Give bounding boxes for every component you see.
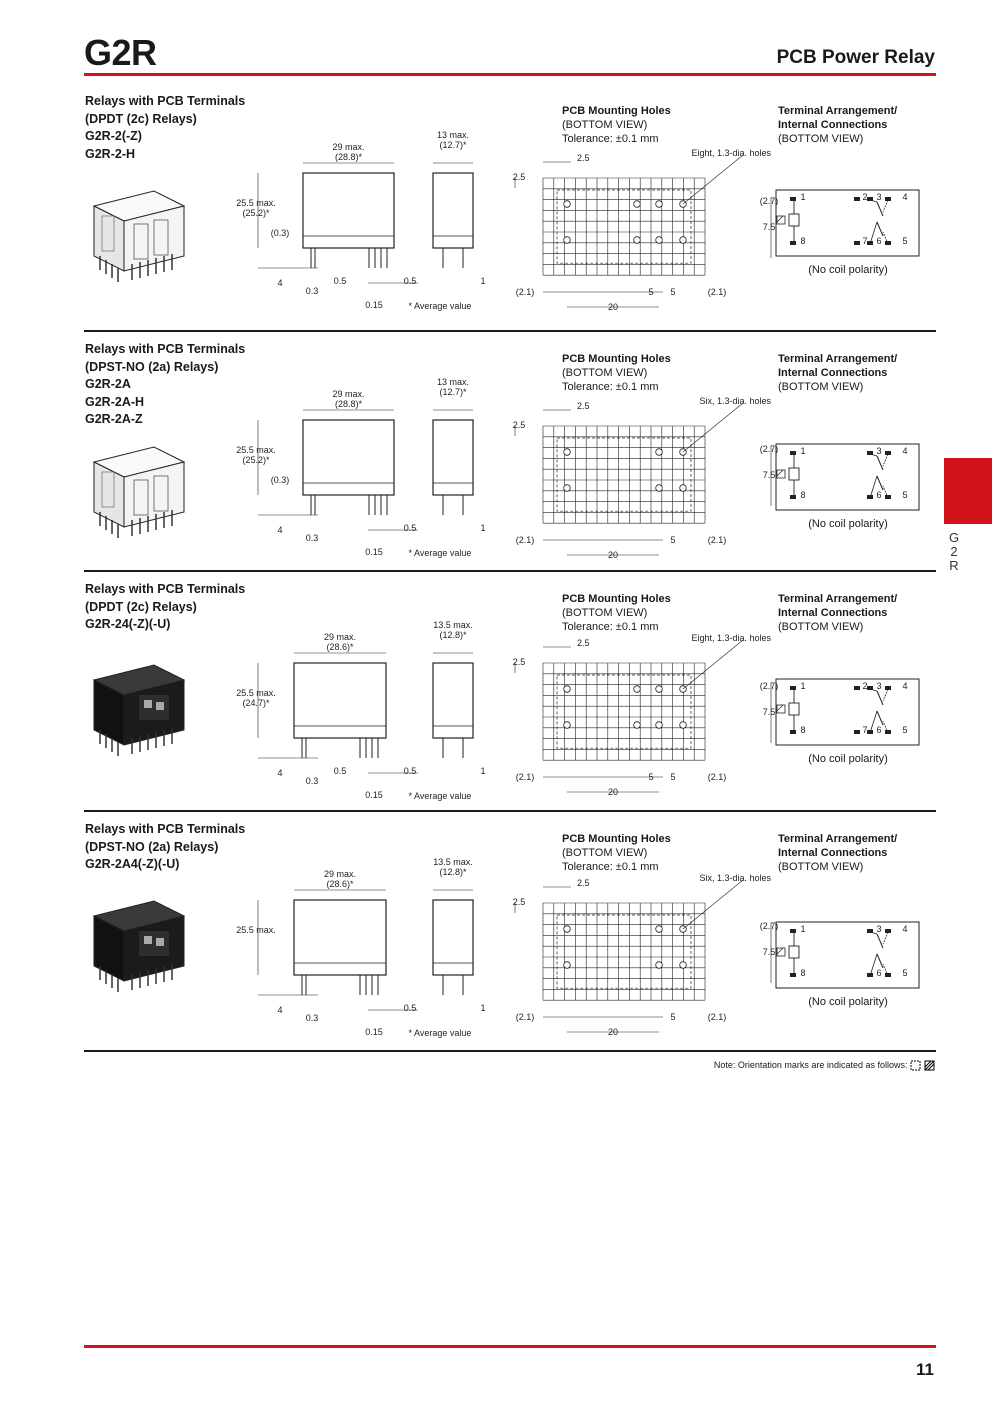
mounting-hole — [656, 485, 663, 492]
mounting-hole — [634, 201, 641, 208]
contact-switch-icon — [877, 476, 883, 490]
model-name: G2R-2A — [85, 377, 131, 391]
edge-offset-label: (2.7) — [759, 681, 779, 691]
height-label: 25.5 max. — [236, 198, 276, 208]
model-name: G2R-2A-Z — [85, 412, 143, 426]
terminal-number: 5 — [902, 490, 908, 500]
terminal-number: 3 — [876, 924, 882, 934]
terminal-number: 8 — [800, 968, 806, 978]
section-divider — [84, 1050, 936, 1052]
tolerance-label: Tolerance: ±0.1 mm — [562, 133, 659, 145]
height-label: 25.5 max. — [236, 925, 276, 935]
pin-gap-label: 0.5 — [333, 276, 347, 286]
terminal-number: 3 — [876, 192, 882, 202]
model-name: (DPDT (2c) Relays) — [85, 599, 197, 614]
pin-gap-label: 0.5 — [403, 1003, 417, 1013]
side-tab-letter: R — [949, 558, 959, 573]
pin-offset-label: (0.3) — [270, 228, 290, 238]
depth-label: 13 max. — [436, 130, 470, 140]
depth-label: 13 max. — [436, 377, 470, 387]
height-average: (25.2)* — [242, 208, 270, 218]
no-coil-polarity-label: (No coil polarity) — [808, 518, 888, 530]
bottom-view-label: (BOTTOM VIEW) — [562, 847, 648, 859]
contact-switch-icon — [877, 711, 883, 725]
pcb-hole-grid — [505, 633, 779, 810]
side-pin-label: 1 — [480, 766, 486, 776]
row-spacing-label: 7.5 — [762, 222, 776, 232]
pin-gap-label: 0.5 — [333, 766, 347, 776]
terminal-number: 5 — [902, 725, 908, 735]
bottom-view-label: (BOTTOM VIEW) — [778, 621, 864, 633]
pin-width-label: 0.3 — [305, 776, 319, 786]
page-subtitle: PCB Power Relay — [776, 47, 935, 68]
pitch-label: 5 — [670, 535, 676, 545]
pcb-title: PCB Mounting Holes — [562, 593, 671, 605]
bottom-view-label: (BOTTOM VIEW) — [562, 119, 648, 131]
terminal-number: 7 — [862, 725, 868, 735]
pitch-label: 2.5 — [577, 401, 590, 411]
height-label: 25.5 max. — [236, 445, 276, 455]
hole-count-label: Six, 1.3-dia. holes — [699, 873, 771, 883]
pin-tolerance-label: 0.15 — [365, 1027, 383, 1037]
edge-offset-label: (2.1) — [707, 535, 727, 545]
terminal-arrangement-title — [778, 592, 897, 634]
edge-offset-label: (2.1) — [515, 535, 535, 545]
mounting-hole — [564, 722, 571, 729]
average-value-note: * Average value — [408, 791, 472, 801]
pin-length-label: 4 — [277, 278, 283, 288]
terminal-number: 6 — [876, 236, 882, 246]
pcb-mounting-title — [562, 832, 671, 874]
terminal-arrangement-diagram — [762, 186, 925, 266]
terminal-number: 1 — [800, 192, 806, 202]
hole-count-label: Eight, 1.3-dia. holes — [691, 633, 771, 643]
edge-offset-label: (2.7) — [759, 921, 779, 931]
row-spacing-label: 7.5 — [762, 947, 776, 957]
section-heading-line: Relays with PCB Terminals — [85, 822, 246, 836]
model-name: (DPST-NO (2a) Relays) — [85, 839, 219, 854]
no-coil-polarity-label: (No coil polarity) — [808, 264, 888, 276]
section-heading — [85, 581, 245, 634]
edge-offset-label: (2.1) — [707, 772, 727, 782]
terminal-title-line: Internal Connections — [778, 367, 888, 379]
terminal-arrangement-diagram — [762, 675, 925, 755]
edge-offset-label: (2.7) — [759, 196, 779, 206]
mounting-hole — [680, 722, 687, 729]
model-name: G2R-2A-H — [85, 394, 145, 409]
contact-switch-icon — [877, 456, 883, 470]
terminal-title-line: Internal Connections — [778, 847, 888, 859]
edge-offset-label: (2.1) — [515, 1012, 535, 1022]
tolerance-label: Tolerance: ±0.1 mm — [562, 381, 659, 393]
pitch-label: 2.5 — [577, 638, 590, 648]
pin-width-label: 0.3 — [305, 1013, 319, 1023]
section-heading — [85, 821, 245, 874]
pitch-label: 5 — [670, 1012, 676, 1022]
terminal-number: 8 — [800, 490, 806, 500]
pin-length-label: 4 — [277, 768, 283, 778]
model-name: G2R-2A4(-Z)(-U) — [85, 857, 180, 871]
pin-gap-label: 0.5 — [403, 276, 417, 286]
terminal-number: 6 — [876, 725, 882, 735]
pitch-label: 2.5 — [512, 420, 526, 430]
contact-switch-icon — [877, 202, 883, 216]
mounting-hole — [656, 722, 663, 729]
dimension-drawing — [228, 375, 490, 575]
pitch-label: 5 — [648, 772, 654, 782]
pcb-title: PCB Mounting Holes — [562, 833, 671, 845]
orientation-note-text: Note: Orientation marks are indicated as follows: — [713, 1060, 908, 1070]
terminal-number: 8 — [800, 725, 806, 735]
span-label: 20 — [607, 787, 619, 797]
mounting-hole — [656, 686, 663, 693]
contact-switch-icon — [877, 222, 883, 236]
pin-tolerance-label: 0.15 — [365, 790, 383, 800]
pin-length-label: 4 — [277, 525, 283, 535]
mounting-hole — [656, 926, 663, 933]
dimension-drawing — [228, 618, 490, 818]
depth-average: (12.8)* — [439, 630, 467, 640]
tolerance-label: Tolerance: ±0.1 mm — [562, 861, 659, 873]
terminal-title-line: Internal Connections — [778, 119, 888, 131]
height-average: (25.2)* — [242, 455, 270, 465]
terminal-number: 7 — [862, 236, 868, 246]
terminal-number: 5 — [902, 968, 908, 978]
terminal-number: 3 — [876, 681, 882, 691]
tolerance-label: Tolerance: ±0.1 mm — [562, 621, 659, 633]
terminal-number: 5 — [902, 236, 908, 246]
terminal-title-line: Terminal Arrangement/ — [778, 353, 898, 365]
width-average: (28.8)* — [334, 152, 363, 162]
pin-tolerance-label: 0.15 — [365, 300, 383, 310]
pcb-mounting-title — [562, 592, 671, 634]
side-pin-label: 1 — [480, 1003, 486, 1013]
terminal-number: 6 — [876, 968, 882, 978]
depth-average: (12.7)* — [439, 140, 467, 150]
pin-offset-label: (0.3) — [270, 475, 290, 485]
edge-offset-label: (2.1) — [515, 287, 535, 297]
pcb-mounting-title — [562, 104, 671, 146]
bottom-view-label: (BOTTOM VIEW) — [562, 367, 648, 379]
pin-gap-label: 0.5 — [403, 523, 417, 533]
average-value-note: * Average value — [408, 548, 472, 558]
no-coil-polarity-label: (No coil polarity) — [808, 996, 888, 1008]
terminal-arrangement-title — [778, 832, 897, 874]
mounting-hole — [564, 449, 571, 456]
span-label: 20 — [607, 1027, 619, 1037]
mounting-hole — [564, 237, 571, 244]
terminal-number: 4 — [902, 681, 908, 691]
mounting-hole — [680, 237, 687, 244]
terminal-number: 2 — [862, 681, 868, 691]
mounting-hole — [656, 962, 663, 969]
pitch-label: 2.5 — [577, 878, 590, 888]
section-divider — [84, 810, 936, 812]
contact-switch-icon — [877, 954, 883, 968]
dimension-drawing — [228, 855, 490, 1055]
edge-offset-label: (2.1) — [707, 287, 727, 297]
mounting-hole — [656, 237, 663, 244]
width-label: 29 max. — [332, 389, 365, 399]
terminal-title-line: Terminal Arrangement/ — [778, 593, 898, 605]
model-name: (DPDT (2c) Relays) — [85, 111, 197, 126]
terminal-number: 6 — [876, 490, 882, 500]
coil-icon — [789, 468, 799, 480]
contact-switch-icon — [877, 934, 883, 948]
section-heading — [85, 93, 245, 163]
pcb-hole-grid — [505, 396, 779, 573]
bottom-view-label: (BOTTOM VIEW) — [562, 607, 648, 619]
terminal-arrangement-diagram — [762, 918, 925, 998]
terminal-number: 4 — [902, 192, 908, 202]
edge-offset-label: (2.1) — [515, 772, 535, 782]
hole-count-label: Eight, 1.3-dia. holes — [691, 148, 771, 158]
mounting-hole — [564, 686, 571, 693]
bottom-view-label: (BOTTOM VIEW) — [778, 133, 864, 145]
pin-width-label: 0.3 — [305, 533, 319, 543]
section-divider — [84, 330, 936, 332]
width-label: 29 max. — [323, 869, 357, 879]
terminal-number: 3 — [876, 446, 882, 456]
section-heading-line: Relays with PCB Terminals — [85, 342, 246, 356]
relay-photo — [84, 886, 194, 996]
pin-length-label: 4 — [277, 1005, 283, 1015]
relay-photo — [84, 176, 194, 286]
page-title: G2R — [84, 32, 157, 73]
pitch-label: 2.5 — [577, 153, 590, 163]
no-coil-polarity-label: (No coil polarity) — [808, 753, 888, 765]
height-average: (24.7)* — [242, 698, 270, 708]
terminal-number: 1 — [800, 924, 806, 934]
depth-label: 13.5 max. — [433, 620, 473, 630]
bottom-view-label: (BOTTOM VIEW) — [778, 381, 864, 393]
terminal-number: 4 — [902, 446, 908, 456]
terminal-number: 1 — [800, 446, 806, 456]
section-heading-line: Relays with PCB Terminals — [85, 94, 246, 108]
terminal-title-line: Terminal Arrangement/ — [778, 105, 898, 117]
width-label: 29 max. — [332, 142, 365, 152]
side-tab-letter: G — [948, 530, 960, 545]
terminal-arrangement-title — [778, 352, 897, 394]
average-value-note: * Average value — [408, 301, 472, 311]
width-average: (28.6)* — [326, 642, 354, 652]
coil-icon — [789, 703, 799, 715]
pin-tolerance-label: 0.15 — [365, 547, 383, 557]
width-label: 29 max. — [323, 632, 357, 642]
span-label: 20 — [607, 302, 619, 312]
pcb-hole-grid — [505, 148, 779, 325]
depth-average: (12.7)* — [439, 387, 467, 397]
orientation-mark-icon — [910, 1060, 936, 1071]
mounting-hole — [634, 237, 641, 244]
coil-icon — [789, 946, 799, 958]
dimension-drawing — [228, 128, 490, 328]
pin-gap-label: 0.5 — [403, 766, 417, 776]
terminal-number: 2 — [862, 192, 868, 202]
mounting-hole — [634, 722, 641, 729]
mounting-hole — [656, 449, 663, 456]
header-rule — [84, 73, 936, 76]
terminal-number: 8 — [800, 236, 806, 246]
terminal-number: 1 — [800, 681, 806, 691]
terminal-title-line: Internal Connections — [778, 607, 888, 619]
pcb-title: PCB Mounting Holes — [562, 353, 671, 365]
pitch-label: 2.5 — [512, 897, 526, 907]
mounting-hole — [564, 485, 571, 492]
section-heading-line: Relays with PCB Terminals — [85, 582, 246, 596]
model-name: (DPST-NO (2a) Relays) — [85, 359, 219, 374]
pitch-label: 5 — [670, 772, 676, 782]
row-spacing-label: 7.5 — [762, 707, 776, 717]
width-average: (28.6)* — [326, 879, 354, 889]
mounting-hole — [680, 962, 687, 969]
average-value-note: * Average value — [408, 1028, 472, 1038]
contact-switch-icon — [877, 691, 883, 705]
side-tab-letter: 2 — [950, 544, 958, 559]
mounting-hole — [564, 962, 571, 969]
model-name: G2R-2-H — [85, 146, 136, 161]
span-label: 20 — [607, 550, 619, 560]
bottom-view-label: (BOTTOM VIEW) — [778, 861, 864, 873]
coil-icon — [789, 214, 799, 226]
page-number: 11 — [916, 1360, 934, 1379]
footer-rule — [84, 1345, 936, 1348]
orientation-note — [714, 1060, 936, 1071]
pcb-mounting-title — [562, 352, 671, 394]
depth-label: 13.5 max. — [433, 857, 473, 867]
height-label: 25.5 max. — [236, 688, 276, 698]
pitch-label: 2.5 — [512, 172, 526, 182]
pin-width-label: 0.3 — [305, 286, 319, 296]
mounting-hole — [656, 201, 663, 208]
mounting-hole — [564, 201, 571, 208]
pitch-label: 5 — [670, 287, 676, 297]
pcb-hole-grid — [505, 873, 779, 1050]
pitch-label: 5 — [648, 287, 654, 297]
mounting-hole — [680, 485, 687, 492]
model-name: G2R-24(-Z)(-U) — [85, 617, 171, 631]
relay-photo — [84, 650, 194, 760]
edge-offset-label: (2.7) — [759, 444, 779, 454]
mounting-hole — [634, 686, 641, 693]
relay-photo — [84, 432, 194, 542]
terminal-arrangement-diagram — [762, 440, 925, 520]
row-spacing-label: 7.5 — [762, 470, 776, 480]
terminal-title-line: Terminal Arrangement/ — [778, 833, 898, 845]
edge-offset-label: (2.1) — [707, 1012, 727, 1022]
depth-average: (12.8)* — [439, 867, 467, 877]
side-pin-label: 1 — [480, 523, 486, 533]
width-average: (28.8)* — [334, 399, 363, 409]
pcb-title: PCB Mounting Holes — [562, 105, 671, 117]
side-pin-label: 1 — [480, 276, 486, 286]
terminal-arrangement-title — [778, 104, 897, 146]
mounting-hole — [564, 926, 571, 933]
model-name: G2R-2(-Z) — [85, 129, 142, 143]
section-heading — [85, 341, 245, 429]
terminal-number: 4 — [902, 924, 908, 934]
hole-count-label: Six, 1.3-dia. holes — [699, 396, 771, 406]
pitch-label: 2.5 — [512, 657, 526, 667]
